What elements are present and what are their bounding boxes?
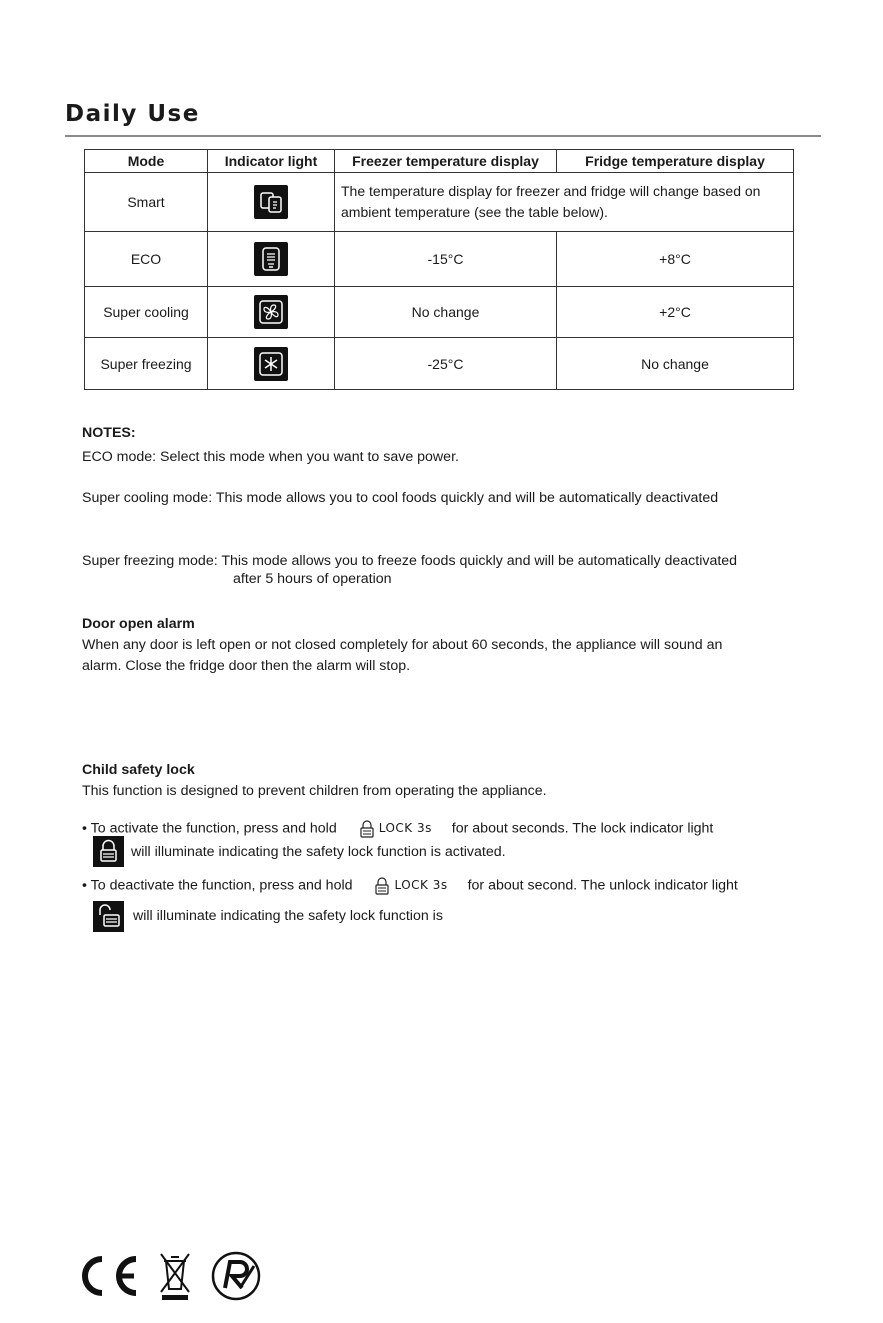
fridge-cell: No change [557,338,794,390]
lock-icon [359,820,375,838]
deactivate-instruction: • To deactivate the function, press and hold LOCK 3s for about second. The unlock indicator light [82,875,738,896]
activate-line2: will illuminate indicating the safety lock function is activated. [131,844,506,860]
table-row [85,338,794,390]
certification-logos [72,1250,262,1302]
child-lock-intro: This function is designed to prevent children from operating the appliance. [82,783,547,799]
note-eco: ECO mode: Select this mode when you want to save power. [82,449,459,465]
fridge-cell: +8°C [557,232,794,287]
table-header-row [85,150,794,173]
door-alarm-line2: alarm. Close the fridge door then the alarm will stop. [82,658,411,674]
page-title: Daily Use [65,101,200,127]
door-alarm-line1: When any door is left open or not closed completely for about 60 seconds, the appliance will sound an [82,637,723,653]
header-indicator: Indicator light [208,150,335,173]
snowflake-icon [254,347,288,381]
mode-cell: ECO [85,232,208,287]
rohs-logo-icon [210,1250,262,1302]
freezer-cell: -15°C [335,232,557,287]
header-fridge: Fridge temperature display [557,150,794,173]
child-lock-title: Child safety lock [82,762,195,778]
header-freezer: Freezer temperature display [335,150,557,173]
table-row [85,173,794,232]
lock-button-ref: LOCK 3s [359,818,432,839]
freezer-cell: No change [335,287,557,338]
title-divider [65,135,821,137]
freezer-cell: -25°C [335,338,557,390]
door-alarm-title: Door open alarm [82,616,195,632]
mode-cell: Smart [85,173,208,232]
note-super-freezing: Super freezing mode: This mode allows you to freeze foods quickly and will be automatically deactivated [82,553,738,569]
fridge-cell: +2°C [557,287,794,338]
ce-mark-icon [72,1253,140,1299]
eco-bulb-icon [254,242,288,276]
note-super-freezing-cont: after 5 hours of operation [233,571,392,587]
lock-button-ref: LOCK 3s [374,875,447,896]
table-row [85,232,794,287]
lock-icon [374,877,390,895]
activate-instruction: • To activate the function, press and hold LOCK 3s for about seconds. The lock indicator light [82,818,713,839]
unlock-indicator-icon [93,901,124,932]
notes-title: NOTES: [82,425,136,441]
mode-cell: Super freezing [85,338,208,390]
header-mode: Mode [85,150,208,173]
fan-icon [254,295,288,329]
table-row [85,287,794,338]
weee-bin-icon [158,1251,192,1301]
note-super-cooling: Super cooling mode: This mode allows you to cool foods quickly and will be automatically deactivated [82,490,719,506]
deactivate-line2: will illuminate indicating the safety lock function is [133,908,443,924]
lock-indicator-icon [93,836,124,867]
smart-icon [254,185,288,219]
mode-table [84,149,794,390]
mode-cell: Super cooling [85,287,208,338]
smart-description: The temperature display for freezer and fridge will change based on ambient temperature (see the table below). [335,173,794,232]
